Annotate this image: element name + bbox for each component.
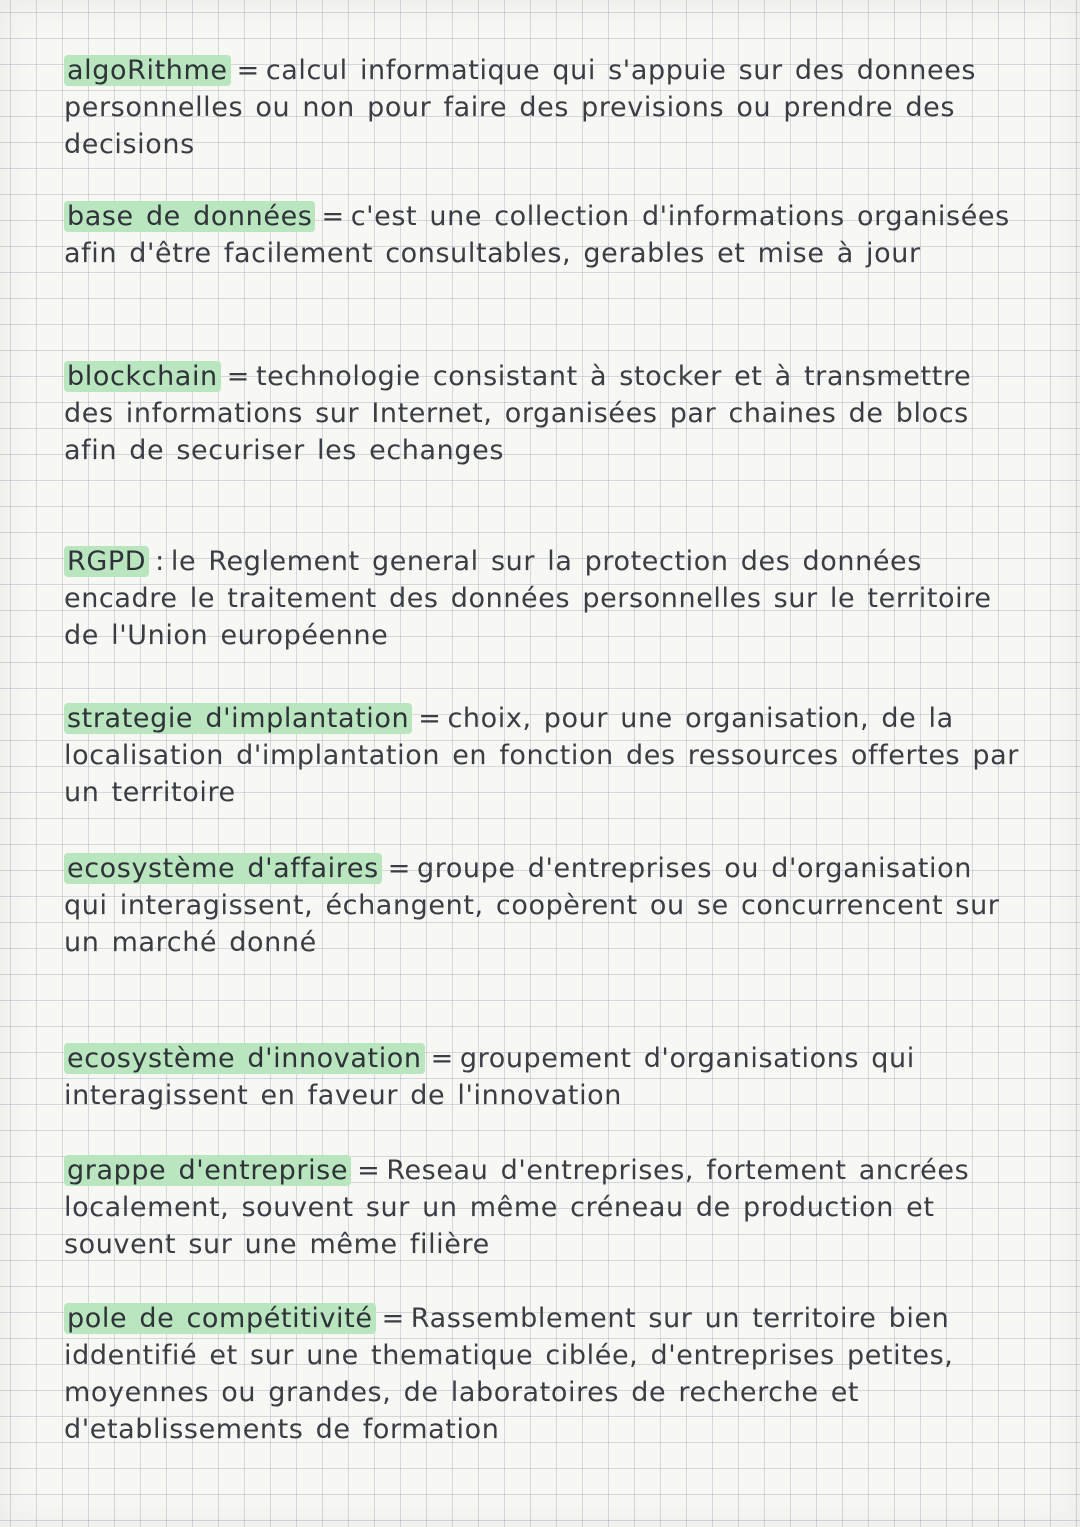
term-highlight: base de données (64, 201, 315, 232)
term-highlight: RGPD (64, 546, 149, 577)
definition-entry-pole-competitivite (64, 1300, 1024, 1448)
term-highlight: strategie d'implantation (64, 703, 412, 734)
separator: = (381, 1303, 405, 1334)
definition-entry-ecosysteme-affaires (64, 850, 1024, 961)
separator: = (226, 361, 250, 392)
definition-text: groupe d'entreprises ou d'organisation qui interagissent, échangent, coopèrent ou se concurrencent sur un marché donné (64, 853, 1000, 958)
term-highlight: blockchain (64, 361, 221, 392)
definition-entry-algorithme (64, 52, 1024, 163)
definition-entry-ecosysteme-innovation (64, 1040, 1024, 1114)
definition-entry-grappe-entreprise (64, 1152, 1024, 1263)
separator: = (236, 55, 260, 86)
separator: = (430, 1043, 454, 1074)
definition-text: c'est une collection d'informations organisées afin d'être facilement consultables, gerables et mise à jour (64, 201, 1010, 269)
separator: = (418, 703, 442, 734)
separator: = (387, 853, 411, 884)
definition-text: Rassemblement sur un territoire bien iddentifié et sur une thematique ciblée, d'entreprises petites, moyennes ou grandes, de laboratoires de recherche et d'etablissements de formation (64, 1303, 954, 1445)
definition-text: groupement d'organisations qui interagissent en faveur de l'innovation (64, 1043, 915, 1111)
term-highlight: ecosystème d'affaires (64, 853, 382, 884)
term-highlight: algoRithme (64, 55, 231, 86)
separator: = (321, 201, 345, 232)
definition-text: le Reglement general sur la protection des données encadre le traitement des données personnelles sur le territoire de l'Union européenne (64, 546, 992, 651)
term-highlight: ecosystème d'innovation (64, 1043, 425, 1074)
term-highlight: pole de compétitivité (64, 1303, 376, 1334)
separator: = (357, 1155, 381, 1186)
separator: : (155, 546, 165, 577)
definition-entry-strategie-implantation (64, 700, 1024, 811)
definition-text: Reseau d'entreprises, fortement ancrées localement, souvent sur un même créneau de production et souvent sur une même filière (64, 1155, 970, 1260)
definition-text: calcul informatique qui s'appuie sur des donnees personnelles ou non pour faire des previsions ou prendre des decisions (64, 55, 977, 160)
definition-entry-blockchain (64, 358, 1024, 469)
definition-text: choix, pour une organisation, de la localisation d'implantation en fonction des ressources offertes par un territoire (64, 703, 1019, 808)
definition-text: technologie consistant à stocker et à transmettre des informations sur Internet, organisées par chaines de blocs afin de securiser les echanges (64, 361, 972, 466)
definition-entry-rgpd (64, 543, 1024, 654)
term-highlight: grappe d'entreprise (64, 1155, 351, 1186)
definition-entry-base-de-donnees (64, 198, 1024, 272)
